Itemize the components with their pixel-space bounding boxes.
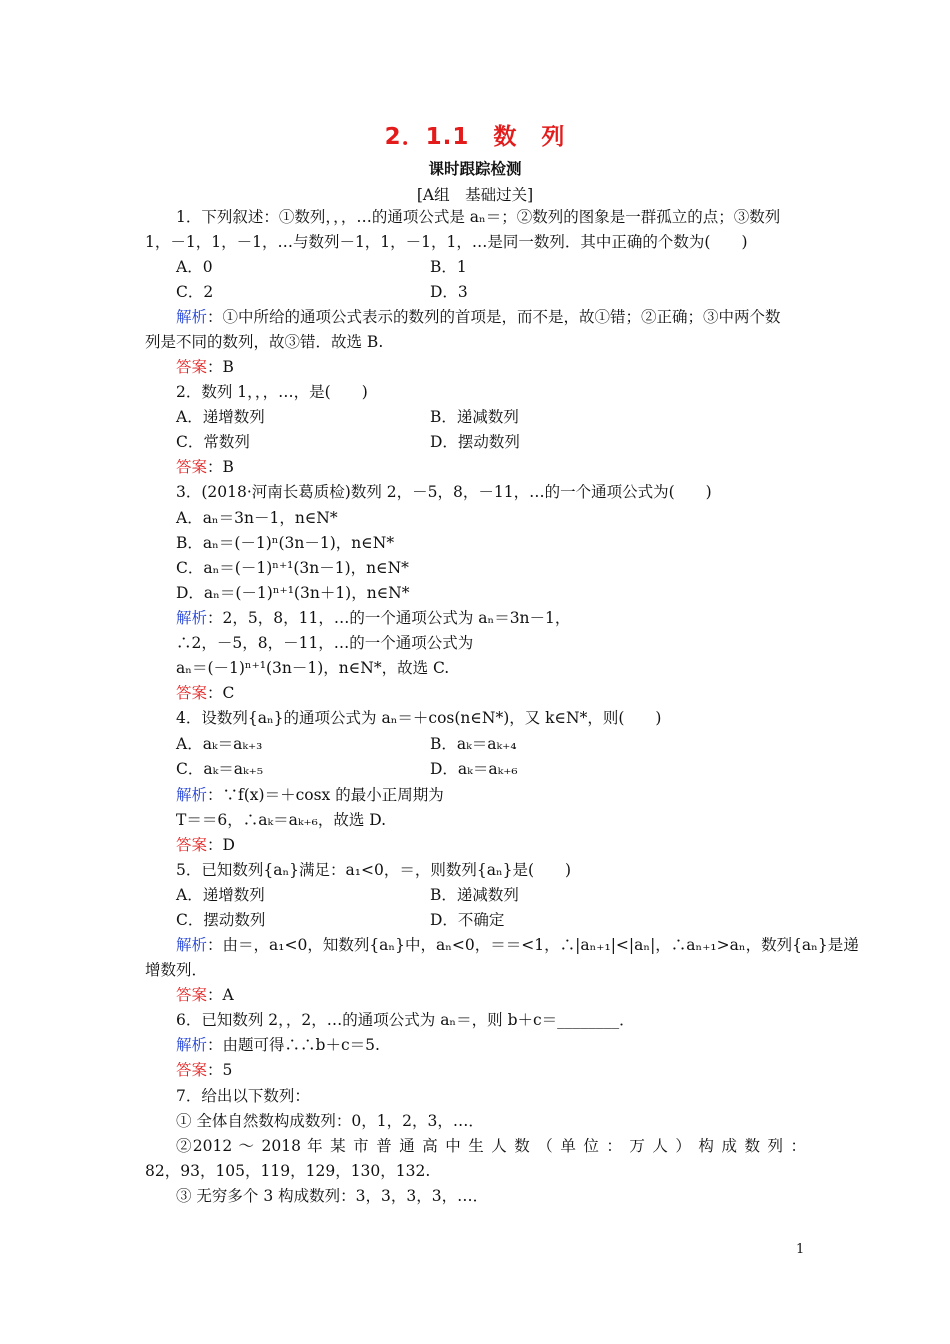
- q2-option-a: A．递增数列: [176, 408, 265, 426]
- analysis-label: 解析: [176, 308, 208, 326]
- analysis-text: ：由题可得∴∴b＋c＝5.: [207, 1036, 380, 1054]
- answer-label: 答案: [176, 836, 208, 854]
- q6-stem: 6．已知数列 2，，2，…的通项公式为 aₙ＝，则 b＋c＝________．: [176, 1011, 635, 1029]
- answer-text: ：A: [207, 986, 234, 1004]
- analysis-label: 解析: [176, 936, 208, 954]
- q4-option-d: D．aₖ＝aₖ₊₆: [430, 760, 518, 778]
- q6-analysis-line1: [176, 1035, 380, 1055]
- q3-option-d: D．aₙ＝(－1)ⁿ⁺¹(3n＋1)，n∈N*: [176, 584, 410, 602]
- analysis-text: ：2，5，8，11，…的一个通项公式为 aₙ＝3n－1，: [207, 609, 571, 627]
- q1-stem-line2: 1，－1，1，－1，…与数列－1，1，－1，1，…是同一数列．其中正确的个数为( ): [145, 233, 748, 251]
- section-subtitle: 课时跟踪检测: [428, 160, 522, 178]
- q1-option-c: C．2: [176, 283, 214, 301]
- answer-text: ：D: [207, 836, 235, 854]
- q5-answer: [176, 985, 234, 1005]
- q4-analysis-line1: [176, 785, 444, 805]
- analysis-text: ：由＝，a₁<0，知数列{aₙ}中，aₙ<0，＝＝<1，∴|aₙ₊₁|<|aₙ|，∴aₙ₊₁>aₙ，数列{aₙ}是递: [207, 936, 859, 954]
- answer-text: ：5: [207, 1061, 233, 1079]
- q5-analysis-line2: 增数列．: [145, 961, 208, 979]
- q1-answer: [176, 357, 234, 377]
- answer-text: ：C: [207, 684, 235, 702]
- answer-label: 答案: [176, 358, 208, 376]
- q4-option-c: C．aₖ＝aₖ₊₅: [176, 760, 264, 778]
- q3-option-a: A．aₙ＝3n－1，n∈N*: [176, 509, 338, 527]
- q2-option-b: B．递减数列: [430, 408, 519, 426]
- q7-item2-line2: 82，93，105，119，129，130，132.: [145, 1162, 431, 1180]
- q5-option-a: A．递增数列: [176, 886, 265, 904]
- q4-analysis-line2: T＝＝6，∴aₖ＝aₖ₊₆，故选 D.: [176, 811, 387, 829]
- answer-text: ：B: [207, 358, 234, 376]
- q1-analysis-line2: 列是不同的数列，故③错．故选 B.: [145, 333, 384, 351]
- q2-option-d: D．摆动数列: [430, 433, 520, 451]
- q1-stem-line1: 1．下列叙述：①数列，，，…的通项公式是 aₙ＝；②数列的图象是一群孤立的点；③数列: [176, 208, 781, 226]
- q5-option-d: D．不确定: [430, 911, 505, 929]
- q3-analysis-line3: aₙ＝(－1)ⁿ⁺¹(3n－1)，n∈N*，故选 C.: [176, 659, 450, 677]
- q3-option-c: C．aₙ＝(－1)ⁿ⁺¹(3n－1)，n∈N*: [176, 559, 409, 577]
- analysis-label: 解析: [176, 609, 208, 627]
- page-number: 1: [796, 1242, 805, 1257]
- q5-option-b: B．递减数列: [430, 886, 519, 904]
- q3-analysis-line1: [176, 608, 570, 628]
- q4-answer: [176, 835, 235, 855]
- q3-stem: 3．(2018·河南长葛质检)数列 2，－5，8，－11，…的一个通项公式为( ): [176, 483, 712, 501]
- q7-item3: ③ 无穷多个 3 构成数列：3，3，3，3，…．: [176, 1187, 489, 1205]
- q2-stem: 2．数列 1，，，…，是( ): [176, 383, 368, 401]
- answer-label: 答案: [176, 1061, 208, 1079]
- q5-analysis-line1: [176, 935, 859, 955]
- q4-option-b: B．aₖ＝aₖ₊₄: [430, 735, 517, 753]
- q4-stem: 4．设数列{aₙ}的通项公式为 aₙ＝＋cos(n∈N*)，又 k∈N*，则( ): [176, 709, 662, 727]
- analysis-text: ：∵f(x)＝＋cosx 的最小正周期为: [207, 786, 444, 804]
- analysis-text: ：①中所给的通项公式表示的数列的首项是，而不是，故①错；②正确；③中两个数: [207, 308, 781, 326]
- q2-option-c: C．常数列: [176, 433, 250, 451]
- q7-stem: 7．给出以下数列：: [176, 1087, 310, 1105]
- q3-answer: [176, 683, 234, 703]
- answer-text: ：B: [207, 458, 234, 476]
- q1-option-a: A．0: [176, 258, 213, 276]
- q1-option-d: D．3: [430, 283, 468, 301]
- q7-item2-line1: ②2012 ～ 2018 年 某 市 普 通 高 中 生 人 数 （ 单 位 ： 万 人 ） 构 成 数 列 ：: [176, 1137, 806, 1155]
- q4-option-a: A．aₖ＝aₖ₊₃: [176, 735, 263, 753]
- q3-analysis-line2: ∴2，－5，8，－11，…的一个通项公式为: [176, 634, 474, 652]
- q5-option-c: C．摆动数列: [176, 911, 266, 929]
- answer-label: 答案: [176, 684, 208, 702]
- q3-option-b: B．aₙ＝(－1)ⁿ(3n－1)，n∈N*: [176, 534, 395, 552]
- q1-option-b: B．1: [430, 258, 467, 276]
- analysis-label: 解析: [176, 1036, 208, 1054]
- answer-label: 答案: [176, 458, 208, 476]
- page-title: 2．1.1 数 列: [384, 124, 566, 150]
- q2-answer: [176, 457, 234, 477]
- analysis-label: 解析: [176, 786, 208, 804]
- q1-analysis-line1: [176, 307, 781, 327]
- group-heading: [A组 基础过关]: [416, 186, 534, 204]
- answer-label: 答案: [176, 986, 208, 1004]
- q7-item1: ① 全体自然数构成数列：0，1，2，3，…．: [176, 1112, 484, 1130]
- q5-stem: 5．已知数列{aₙ}满足：a₁<0，＝，则数列{aₙ}是( ): [176, 861, 572, 879]
- q6-answer: [176, 1060, 232, 1080]
